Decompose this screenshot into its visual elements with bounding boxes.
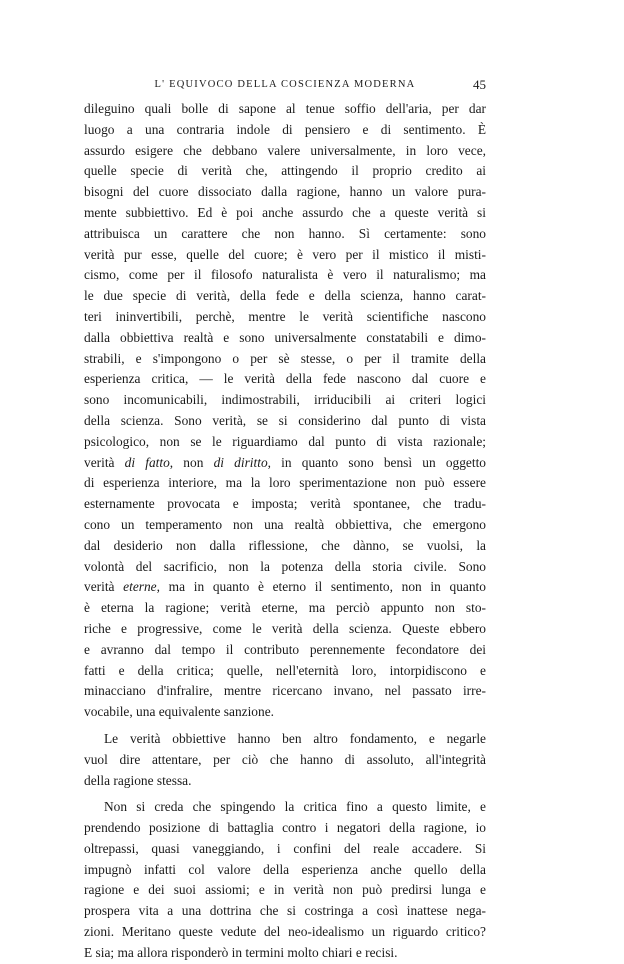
text-run: riche e progressive, come le verità della scienza. Queste ebbero — [84, 620, 486, 636]
text-line — [84, 702, 486, 723]
text-line — [84, 349, 486, 370]
text-line — [84, 536, 486, 557]
text-line — [84, 797, 486, 818]
text-run: fatti e della critica; quelle, nell'eternità loro, intorpidiscono e — [84, 662, 486, 678]
paragraph — [84, 99, 486, 723]
text-line — [84, 943, 486, 964]
text-run: sono incomunicabili, indimostrabili, irriducibili ai criteri logici — [84, 392, 486, 408]
page-number: 45 — [473, 77, 486, 92]
text-run: è eterna la ragione; verità eterne, ma perciò appunto non sto- — [84, 600, 486, 616]
text-run: zioni. Meritano queste vedute del neo-idealismo un riguardo critico? — [84, 924, 486, 940]
text-line — [84, 99, 486, 120]
text-line — [84, 922, 486, 943]
text-line — [84, 860, 486, 881]
text-line — [84, 557, 486, 578]
text-line — [84, 880, 486, 901]
text-run: di esperienza interiore, ma la loro sperimentazione non può essere — [84, 475, 486, 491]
italic-text: di diritto — [213, 454, 268, 470]
running-head — [84, 78, 486, 94]
text-run: strabili, e s'impongono o per sè stesse, o per il tramite della — [84, 350, 486, 366]
text-line — [84, 494, 486, 515]
text-line — [84, 640, 486, 661]
text-run: E sia; ma allora risponderò in termini molto chiari e recisi. — [84, 944, 398, 960]
text-line — [84, 453, 486, 474]
text-line — [84, 598, 486, 619]
text-run: mente subbiettivo. Ed è poi anche assurdo che a queste verità si — [84, 204, 486, 220]
text-run: prendendo posizione di battaglia contro i negatori della ragione, io — [84, 820, 486, 836]
text-run: teri ininvertibili, perchè, mentre le verità scientifiche nascono — [84, 308, 486, 324]
text-line — [84, 286, 486, 307]
text-line — [84, 182, 486, 203]
text-line — [84, 839, 486, 860]
text-run: verità — [84, 454, 125, 470]
text-line — [84, 818, 486, 839]
text-run: dileguino quali bolle di sapone al tenue soffio dell'aria, per dar — [84, 101, 486, 116]
text-line — [84, 473, 486, 494]
text-run: impugnò infatti col valore della esperienza anche quello della — [84, 861, 486, 877]
text-run: attribuisca un carattere che non hanno. Sì certamente: sono — [84, 225, 486, 241]
paragraph — [84, 729, 486, 791]
text-run: le due specie di verità, della fede e della scienza, hanno carat- — [84, 288, 486, 304]
text-line — [84, 203, 486, 224]
text-line — [84, 661, 486, 682]
text-line — [84, 619, 486, 640]
text-run: Non si creda che spingendo la critica fino a questo limite, e — [104, 799, 486, 815]
text-run: ragione e dei suoi assiomi; e in verità non può predirsi lunga e — [84, 882, 486, 898]
text-run: e avranno dal tempo il contributo perennemente fecondatore dei — [84, 641, 486, 657]
text-run: cono un temperamento non una realtà obbiettiva, che emergono — [84, 516, 486, 532]
text-run: della scienza. Sono verità, se si considerino dal punto di vista — [84, 412, 486, 428]
text-run: oltrepassi, quasi vaneggiando, i confini del reale accadere. Si — [84, 840, 486, 856]
text-run: , in quanto sono bensì un oggetto — [267, 454, 486, 470]
text-line — [84, 161, 486, 182]
text-run: dal desiderio non dalla riflessione, che dànno, se vuolsi, la — [84, 537, 486, 553]
text-line — [84, 750, 486, 771]
italic-text: eterne — [123, 579, 157, 595]
text-line — [84, 245, 486, 266]
text-run: assurdo esigere che debbano valere universalmente, in loro vece, — [84, 142, 486, 158]
text-run: minacciano d'infralire, mentre ricercano invano, nel passato irre- — [84, 683, 486, 699]
text-line — [84, 265, 486, 286]
text-run: vocabile, una equivalente sanzione. — [84, 704, 274, 720]
text-run: luogo a una contraria indole di pensiero e di sentimento. È — [84, 121, 486, 137]
paragraph — [84, 797, 486, 963]
text-run: volontà del sacrificio, non la potenza della storia civile. Sono — [84, 558, 486, 574]
text-line — [84, 390, 486, 411]
text-run: della ragione stessa. — [84, 772, 192, 788]
text-run: esternamente provocata e imposta; verità spontanee, che tradu- — [84, 496, 486, 512]
text-run: , non — [169, 454, 214, 470]
text-line — [84, 515, 486, 536]
italic-text: di fatto — [124, 454, 170, 470]
text-line — [84, 307, 486, 328]
text-line — [84, 120, 486, 141]
text-line — [84, 432, 486, 453]
text-line — [84, 224, 486, 245]
text-run: Le verità obbiettive hanno ben altro fondamento, e negarle — [104, 730, 486, 746]
text-run: esperienza critica, — le verità della fede nascono dal cuore e — [84, 371, 486, 387]
text-run: dalla obbiettiva realtà e sono universalmente constatabili e dimo- — [84, 329, 486, 345]
text-line — [84, 729, 486, 750]
text-line — [84, 577, 486, 598]
text-run: quelle specie di verità che, attingendo il proprio credito ai — [84, 163, 486, 179]
text-line — [84, 369, 486, 390]
text-run: prospera vita a una dottrina che si costringa a così inattese nega- — [84, 903, 486, 919]
text-run: psicologico, non se le riguardiamo dal punto di vista razionale; — [84, 433, 486, 449]
running-title: L' EQUIVOCO DELLA COSCIENZA MODERNA — [154, 79, 416, 90]
body-text — [84, 99, 486, 964]
text-run: cismo, come per il filosofo naturalista è vero il naturalismo; ma — [84, 267, 486, 283]
text-run: verità pur esse, quelle del cuore; è vero per il mistico il misti- — [84, 246, 486, 262]
text-run: bisogni del cuore dissociato dalla ragione, hanno un valore pura- — [84, 184, 486, 200]
text-line — [84, 141, 486, 162]
text-run: vuol dire attentare, per ciò che hanno di assoluto, all'integrità — [84, 751, 486, 767]
text-run: , ma in quanto è eterno il sentimento, non in quanto — [156, 579, 486, 595]
text-line — [84, 411, 486, 432]
text-line — [84, 901, 486, 922]
text-line — [84, 328, 486, 349]
text-line — [84, 681, 486, 702]
text-run: verità — [84, 579, 124, 595]
text-line — [84, 771, 486, 792]
